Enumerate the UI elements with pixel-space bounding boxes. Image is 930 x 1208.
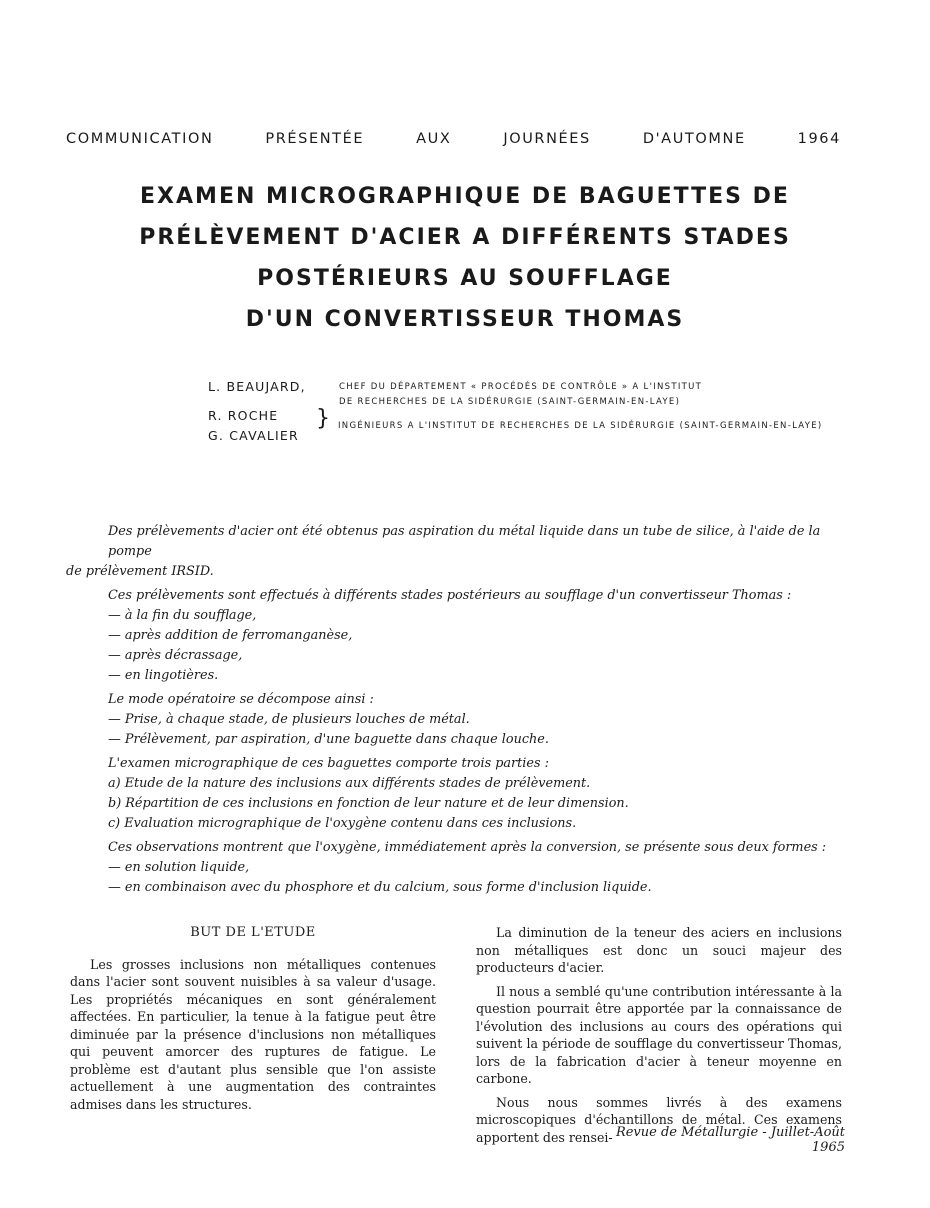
abstract-list-item: — Prise, à chaque stade, de plusieurs louches de métal. bbox=[108, 712, 470, 727]
header-word: JOURNÉES bbox=[503, 131, 591, 147]
section-title: BUT DE L'ETUDE bbox=[190, 925, 316, 940]
abstract-list-item: a) Etude de la nature des inclusions aux différents stades de prélèvement. bbox=[108, 776, 591, 791]
author-name-beaujard: L. BEAUJARD, bbox=[208, 379, 306, 394]
abstract-paragraph: Ces observations montrent que l'oxygène, immédiatement après la conversion, se présente sous deux formes : bbox=[108, 840, 827, 855]
header-word: COMMUNICATION bbox=[66, 131, 214, 147]
abstract-list-item: b) Répartition de ces inclusions en fonction de leur nature et de leur dimension. bbox=[108, 796, 629, 811]
abstract-list-item: — en lingotières. bbox=[108, 668, 219, 683]
body-paragraph: La diminution de la teneur des aciers en inclusions non métalliques est donc un souci majeur des producteurs d'acier. bbox=[476, 925, 842, 975]
abstract-list-item: c) Evaluation micrographique de l'oxygène contenu dans ces inclusions. bbox=[108, 816, 577, 831]
author-name-roche: R. ROCHE bbox=[208, 408, 279, 423]
body-column-right bbox=[476, 924, 842, 1152]
abstract-list-item: — après addition de ferromanganèse, bbox=[108, 628, 353, 643]
body-paragraph: Il nous a semblé qu'une contribution intéressante à la question pourrait être apportée par la connaissance de l'évolution des inclusions au cours des opérations qui suivent la période de soufflage du convertisseur Thomas, lors de la fabrication d'acier à teneur moyenne en carbone. bbox=[476, 983, 842, 1086]
author-affiliation-beaujard bbox=[339, 380, 839, 410]
abstract-paragraph: de prélèvement IRSID. bbox=[66, 564, 214, 579]
title-line: PRÉLÈVEMENT D'ACIER A DIFFÉRENTS STADES bbox=[139, 225, 791, 250]
header-word: AUX bbox=[416, 131, 452, 147]
abstract-paragraph: Des prélèvements d'acier ont été obtenus pas aspiration du métal liquide dans un tube de silice, à l'aide de la pompe bbox=[108, 524, 821, 559]
abstract-paragraph: L'examen micrographique de ces baguettes comporte trois parties : bbox=[108, 756, 549, 771]
title-line: EXAMEN MICROGRAPHIQUE DE BAGUETTES DE bbox=[140, 184, 790, 209]
header-word: PRÉSENTÉE bbox=[265, 131, 365, 147]
abstract-list-item: — Prélèvement, par aspiration, d'une baguette dans chaque louche. bbox=[108, 732, 549, 747]
journal-reference: Revue de Métallurgie - Juillet-Août 1965 bbox=[615, 1125, 845, 1155]
communication-header bbox=[66, 131, 841, 147]
abstract bbox=[66, 522, 844, 898]
abstract-list-item: — après décrassage, bbox=[108, 648, 243, 663]
author-affiliation-roche-cavalier: INGÉNIEURS A L'INSTITUT DE RECHERCHES DE LA SIDÉRURGIE (SAINT-GERMAIN-EN-LAYE) bbox=[338, 421, 823, 431]
affiliation-line: CHEF DU DÉPARTEMENT « PROCÉDÉS DE CONTRÔLE » A L'INSTITUT bbox=[339, 382, 703, 392]
affiliation-line: DE RECHERCHES DE LA SIDÉRURGIE (SAINT-GERMAIN-EN-LAYE) bbox=[339, 397, 681, 407]
author-name-cavalier: G. CAVALIER bbox=[208, 428, 299, 443]
abstract-paragraph: Le mode opératoire se décompose ainsi : bbox=[108, 692, 374, 707]
article-title bbox=[70, 176, 860, 340]
body-paragraph: Les grosses inclusions non métalliques contenues dans l'acier sont souvent nuisibles à sa valeur d'usage. Les propriétés mécaniques en sont généralement affectées. En particulier, la tenue à la fatigue peut être diminuée par la présence d'inclusions non métalliques qui peuvent amorcer des ruptures de fatigue. Le problème est d'autant plus sensible que l'on assiste actuellement à une augmentation des contraintes admises dans les structures. bbox=[70, 956, 436, 1112]
abstract-list-item: — en solution liquide, bbox=[108, 860, 250, 875]
header-word: D'AUTOMNE bbox=[642, 131, 746, 147]
title-line: D'UN CONVERTISSEUR THOMAS bbox=[245, 307, 685, 332]
header-word: 1964 bbox=[797, 131, 841, 147]
abstract-paragraph: Ces prélèvements sont effectués à différents stades postérieurs au soufflage d'un convertisseur Thomas : bbox=[108, 588, 792, 603]
abstract-list-item: — en combinaison avec du phosphore et du calcium, sous forme d'inclusion liquide. bbox=[108, 880, 652, 895]
abstract-list-item: — à la fin du soufflage, bbox=[108, 608, 257, 623]
brace-glyph: } bbox=[316, 406, 330, 431]
body-column-left bbox=[70, 924, 436, 1119]
title-line: POSTÉRIEURS AU SOUFFLAGE bbox=[257, 266, 673, 291]
body-paragraph: Nous nous sommes livrés à des examens microscopiques d'échantillons de métal. Ces examens apportent des rensei- bbox=[476, 1094, 842, 1145]
